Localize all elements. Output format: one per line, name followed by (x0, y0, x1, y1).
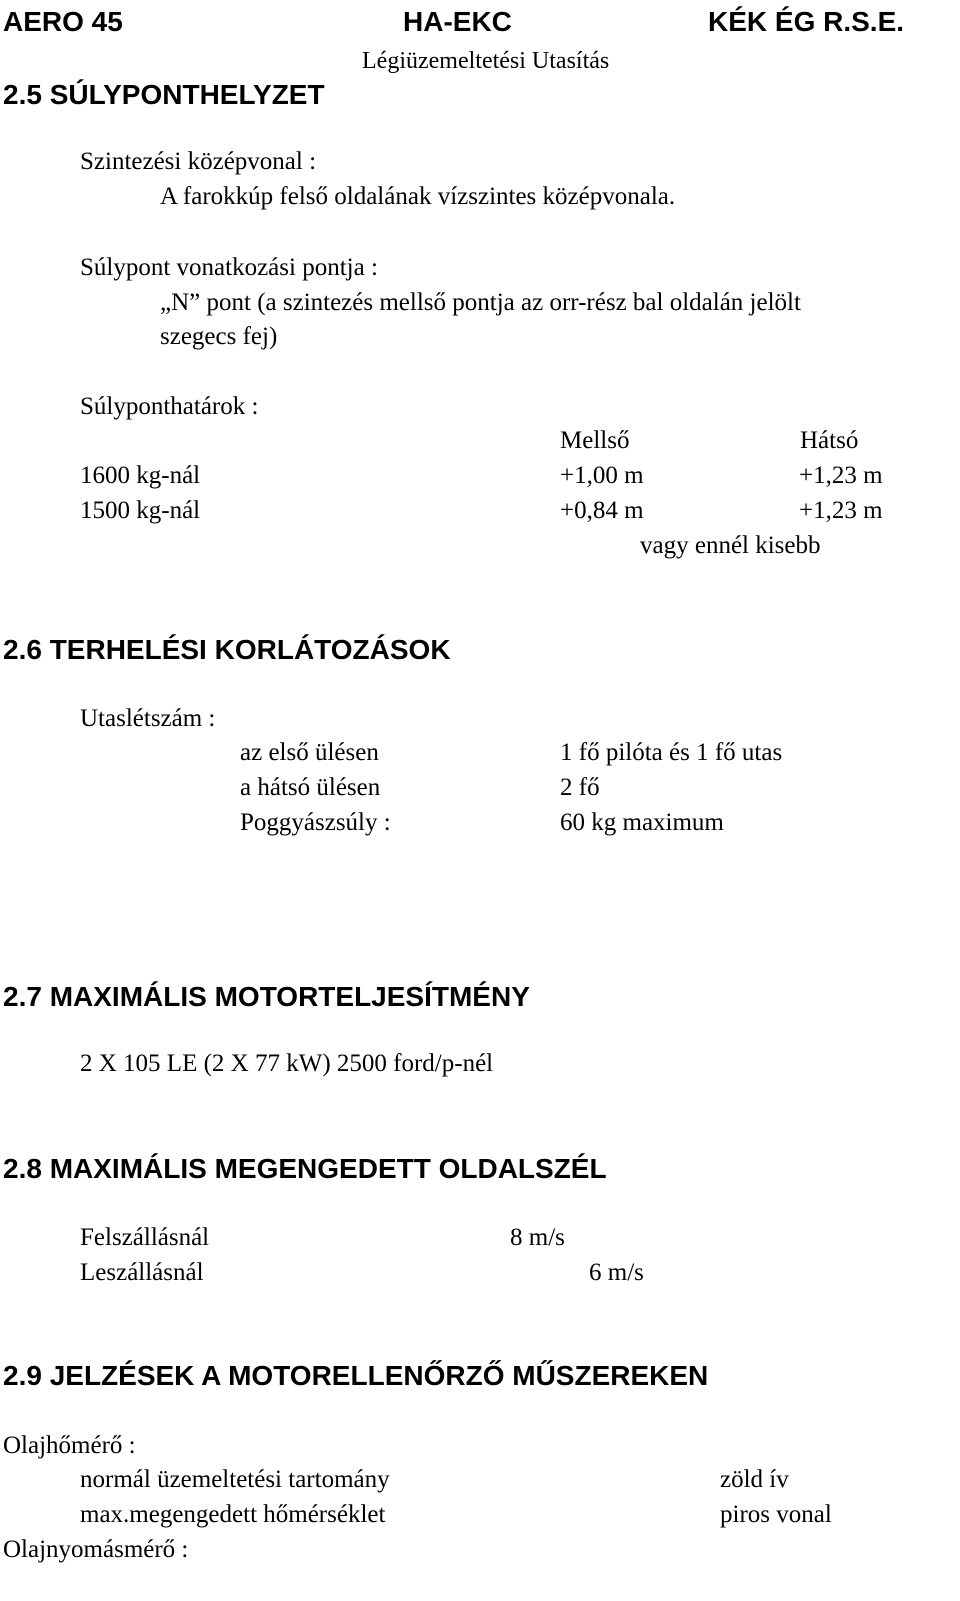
limits-note: vagy ennél kisebb (640, 532, 821, 559)
takeoff-value: 8 m/s (510, 1224, 565, 1251)
limits-row-rear: +1,23 m (799, 497, 883, 524)
load-row-value: 1 fő pilóta és 1 fő utas (560, 739, 783, 766)
leveling-label: Szintezési középvonal : (80, 148, 317, 175)
normal-range-label: normál üzemeltetési tartomány (80, 1466, 390, 1493)
section-heading-2-9: 2.9 JELZÉSEK A MOTORELLENŐRZŐ MŰSZEREKEN (3, 1360, 709, 1391)
load-row-item: az első ülésen (240, 739, 379, 766)
limits-col-front: Mellső (560, 427, 630, 454)
landing-label: Leszállásnál (80, 1259, 204, 1286)
header-operator: KÉK ÉG R.S.E. (708, 6, 905, 37)
load-row-item: a hátsó ülésen (240, 774, 381, 801)
limits-row-front: +1,00 m (560, 462, 644, 489)
max-temp-label: max.megengedett hőmérséklet (80, 1501, 386, 1528)
leveling-text: A farokkúp felső oldalának vízszintes középvonala. (160, 183, 676, 210)
limits-label: Súlyponthatárok : (80, 393, 259, 420)
reference-text-line1: „N” pont (a szintezés mellső pontja az orr-rész bal oldalán jelölt (160, 289, 801, 316)
limits-row-rear: +1,23 m (799, 462, 883, 489)
section-heading-2-8: 2.8 MAXIMÁLIS MEGENGEDETT OLDALSZÉL (3, 1153, 607, 1184)
load-row-item: Poggyászsúly : (240, 809, 391, 836)
oil-pressure-label: Olajnyomásmérő : (3, 1536, 189, 1563)
limits-row-front: +0,84 m (560, 497, 644, 524)
normal-range-marking: zöld ív (720, 1466, 789, 1493)
section-heading-2-5: 2.5 SÚLYPONTHELYZET (3, 79, 325, 110)
max-temp-marking: piros vonal (720, 1501, 832, 1528)
takeoff-label: Felszállásnál (80, 1224, 210, 1251)
passenger-label: Utaslétszám : (80, 705, 216, 732)
reference-text-line2: szegecs fej) (160, 323, 278, 350)
engine-power-text: 2 X 105 LE (2 X 77 kW) 2500 ford/p-nél (80, 1050, 494, 1077)
limits-row-weight: 1500 kg-nál (80, 497, 201, 524)
section-heading-2-7: 2.7 MAXIMÁLIS MOTORTELJESÍTMÉNY (3, 981, 530, 1012)
reference-label: Súlypont vonatkozási pontja : (80, 254, 378, 281)
limits-col-rear: Hátsó (800, 427, 859, 454)
header-registration: HA-EKC (403, 6, 512, 37)
header-subtitle: Légiüzemeltetési Utasítás (362, 48, 610, 74)
landing-value: 6 m/s (589, 1259, 644, 1286)
load-row-value: 2 fő (560, 774, 600, 801)
load-row-value: 60 kg maximum (560, 809, 724, 836)
header-aircraft-type: AERO 45 (3, 6, 123, 37)
section-heading-2-6: 2.6 TERHELÉSI KORLÁTOZÁSOK (3, 634, 451, 665)
limits-row-weight: 1600 kg-nál (80, 462, 201, 489)
oil-temp-label: Olajhőmérő : (3, 1432, 136, 1459)
